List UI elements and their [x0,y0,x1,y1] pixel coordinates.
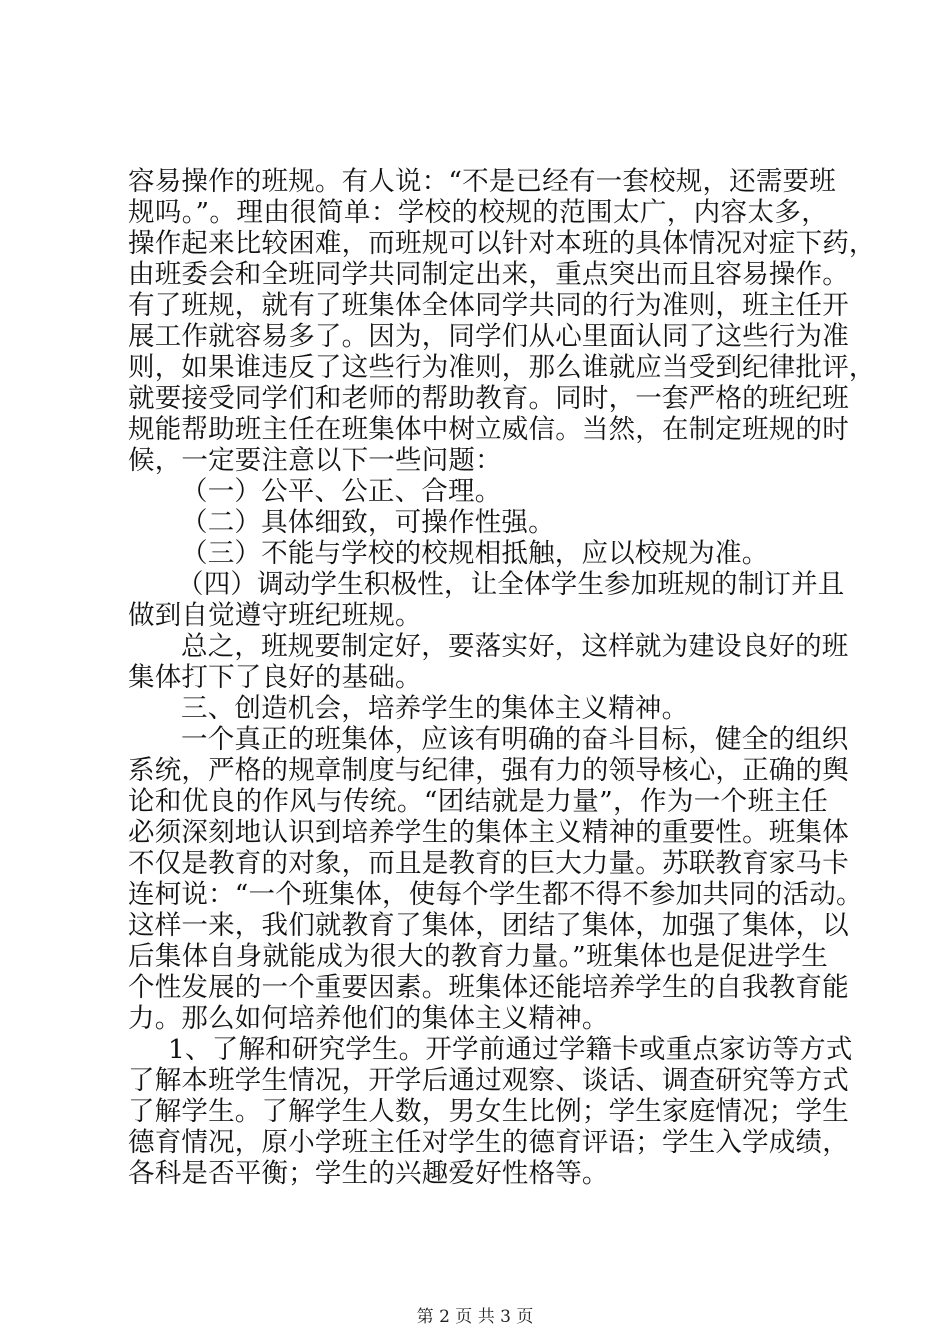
page-number-footer: 第 2 页 共 3 页 [416,1307,534,1327]
text-line: 候，一定要注意以下一些问题： [128,445,502,476]
text-line: 必须深刻地认识到培养学生的集体主义精神的重要性。班集体 [128,817,849,848]
text-line: 连柯说：“一个班集体，使每个学生都不得不参加共同的活动。 [128,879,863,910]
text-line: 系统，严格的规章制度与纪律，强有力的领导核心，正确的舆 [128,755,849,786]
text-line: 个性发展的一个重要因素。班集体还能培养学生的自我教育能 [128,972,849,1003]
text-line: 力。那么如何培养他们的集体主义精神。 [128,1003,609,1034]
text-line: 就要接受同学们和老师的帮助教育。同时，一套严格的班纪班 [128,383,849,414]
list-item: （一）公平、公正、合理。 [181,476,502,507]
document-body [128,166,876,1189]
text-line: 容易操作的班规。有人说：“不是已经有一套校规，还需要班 [128,166,836,197]
text-line: 了解学生。了解学生人数，男女生比例；学生家庭情况；学生 [128,1096,849,1127]
text-line: 这样一来，我们就教育了集体，团结了集体，加强了集体，以 [128,910,849,941]
paragraph-line: 一个真正的班集体，应该有明确的奋斗目标，健全的组织 [181,724,849,755]
text-line: 不仅是教育的对象，而且是教育的巨大力量。苏联教育家马卡 [128,848,849,879]
text-line: 后集体自身就能成为很大的教育力量。”班集体也是促进学生 [128,941,828,972]
section-heading: 三、创造机会，培养学生的集体主义精神。 [181,693,689,724]
text-line: 有了班规，就有了班集体全体同学共同的行为准则，班主任开 [128,290,849,321]
text-line: 由班委会和全班同学共同制定出来，重点突出而且容易操作。 [128,259,849,290]
text-line: 展工作就容易多了。因为，同学们从心里面认同了这些行为准 [128,321,849,352]
list-item: （三）不能与学校的校规相抵触，应以校规为准。 [181,538,769,569]
text-line: 了解本班学生情况，开学后通过观察、谈话、调查研究等方式 [128,1065,849,1096]
text-line: 德育情况，原小学班主任对学生的德育评语；学生入学成绩， [128,1127,849,1158]
text-line: 做到自觉遵守班纪班规。 [128,600,422,631]
text-line: 集体打下了良好的基础。 [128,662,422,693]
text-line: 则，如果谁违反了这些行为准则，那么谁就应当受到纪律批评， [128,352,876,383]
text-line: 规吗。”。理由很简单：学校的校规的范围太广，内容太多， [128,197,828,228]
text-line: 操作起来比较困难，而班规可以针对本班的具体情况对症下药， [128,228,876,259]
text-line: 各科是否平衡；学生的兴趣爱好性格等。 [128,1158,609,1189]
text-line: 规能帮助班主任在班集体中树立威信。当然，在制定班规的时 [128,414,849,445]
text-line: 论和优良的作风与传统。“团结就是力量”，作为一个班主任 [128,786,828,817]
list-item: （二）具体细致，可操作性强。 [181,507,555,538]
paragraph-line: 1、了解和研究学生。开学前通过学籍卡或重点家访等方式 [168,1034,853,1065]
list-item: （四）调动学生积极性，让全体学生参加班规的制订并且 [177,569,845,600]
paragraph-line: 总之，班规要制定好，要落实好，这样就为建设良好的班 [181,631,849,662]
